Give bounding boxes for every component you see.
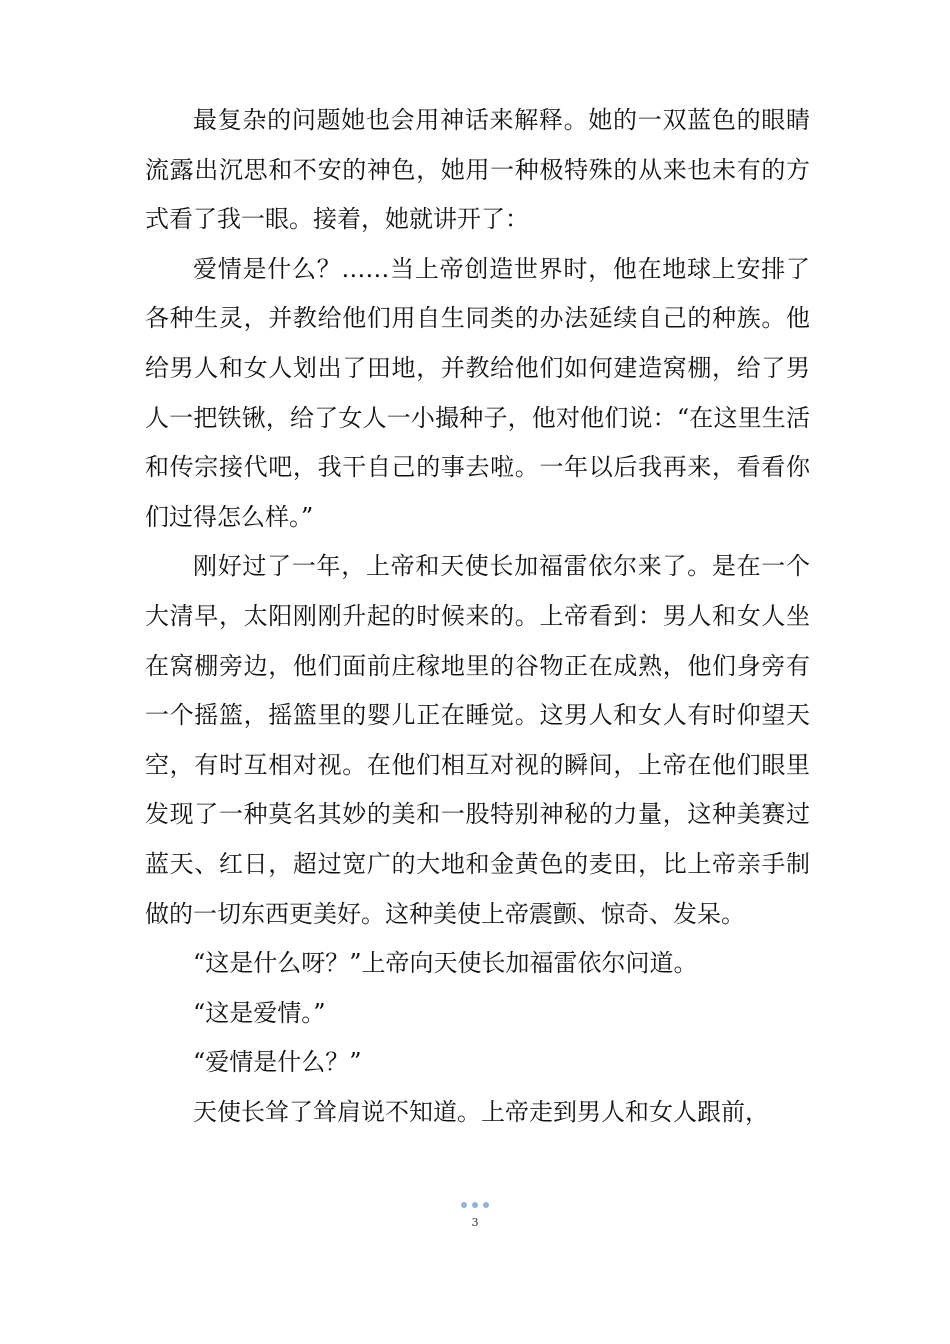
dot-icon <box>461 1202 467 1208</box>
paragraph-5: “这是爱情。” <box>193 998 326 1027</box>
dot-icon <box>483 1202 489 1208</box>
paragraph-3: 刚好过了一年，上帝和天使长加福雷依尔来了。是在一个大清早，太阳刚刚升起的时候来的。上帝看到：男人和女人坐在窝棚旁边，他们面前庄稼地里的谷物正在成熟，他们身旁有一个摇篮，摇篮里的婴儿正在睡觉。这男人和女人有时仰望天空，有时互相对视。在他们相互对视的瞬间，上帝在他们眼里发现了一种莫名其妙的美和一股特别神秘的力量，这种美赛过蓝天、红日，超过宽广的大地和金黄色的麦田，比上帝亲手制做的一切东西更美好。这种美使上帝震颤、惊奇、发呆。 <box>145 552 810 928</box>
paragraph-4: “这是什么呀？”上帝向天使长加福雷依尔问道。 <box>193 949 698 978</box>
paragraph-7: 天使长耸了耸肩说不知道。上帝走到男人和女人跟前， <box>193 1097 769 1126</box>
dot-icon <box>472 1202 478 1208</box>
footer-ornament <box>0 1202 950 1208</box>
page-number: 3 <box>471 1216 479 1229</box>
paragraph-1: 最复杂的问题她也会用神话来解释。她的一双蓝色的眼睛流露出沉思和不安的神色，她用一种极特殊的从来也未有的方式看了我一眼。接着，她就讲开了： <box>145 106 810 234</box>
body-text <box>145 96 810 1137</box>
paragraph-6: “爱情是什么？” <box>193 1048 362 1077</box>
paragraph-2: 爱情是什么？……当上帝创造世界时，他在地球上安排了各种生灵，并教给他们用自生同类的办法延续自己的种族。他给男人和女人划出了田地，并教给他们如何建造窝棚，给了男人一把铁锹，给了女人一小撮种子，他对他们说：“在这里生活和传宗接代吧，我干自己的事去啦。一年以后我再来，看看你们过得怎么样。” <box>145 254 810 531</box>
